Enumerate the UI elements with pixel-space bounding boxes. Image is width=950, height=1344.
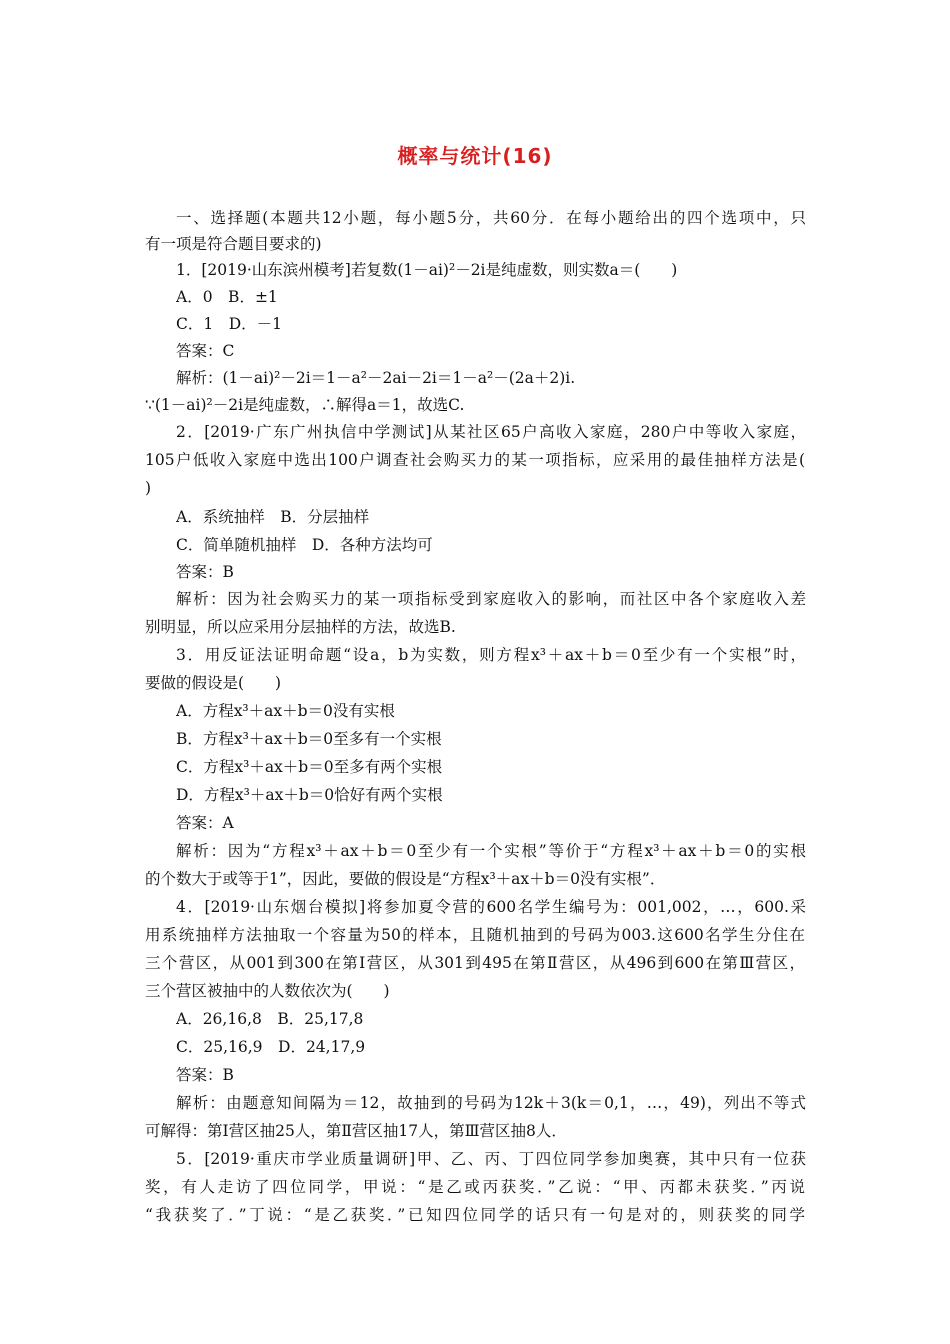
q5-stem-line-3: “我获奖了．”丁说：“是乙获奖．”已知四位同学的话只有一句是对的，则获奖的同学	[145, 1206, 805, 1224]
q1-stem: 1．[2019·山东滨州模考]若复数(1－ai)²－2i是纯虚数，则实数a＝( )	[176, 261, 678, 279]
q3-analysis-line-1: 解析：因为“方程x³＋ax＋b＝0至少有一个实根”等价于“方程x³＋ax＋b＝0的实根	[176, 842, 806, 860]
q2-stem-line-1: 2．[2019·广东广州执信中学测试]从某社区65户高收入家庭，280户中等收入家庭，	[176, 423, 806, 441]
q1-options-ab: A．0 B．±1	[176, 288, 278, 306]
q4-options-cd: C．25,16,9 D．24,17,9	[176, 1038, 366, 1056]
q2-analysis-line-2: 别明显，所以应采用分层抽样的方法，故选B.	[145, 618, 456, 636]
section-intro-line-1: 一、选择题(本题共12小题，每小题5分，共60分．在每小题给出的四个选项中，只	[176, 209, 806, 227]
section-intro-line-2: 有一项是符合题目要求的)	[145, 235, 322, 253]
q5-stem-line-2: 奖，有人走访了四位同学，甲说：“是乙或丙获奖．”乙说：“甲、丙都未获奖．”丙说	[145, 1178, 805, 1196]
q5-stem-line-1: 5．[2019·重庆市学业质量调研]甲、乙、丙、丁四位同学参加奥赛，其中只有一位获	[176, 1150, 806, 1168]
q3-option-b: B．方程x³＋ax＋b＝0至多有一个实根	[176, 730, 442, 748]
q4-analysis-line-2: 可解得：第Ⅰ营区抽25人，第Ⅱ营区抽17人，第Ⅲ营区抽8人．	[145, 1122, 567, 1140]
q2-options-cd: C．简单随机抽样 D．各种方法均可	[176, 536, 433, 554]
q2-stem-line-2: 105户低收入家庭中选出100户调查社会购买力的某一项指标，应采用的最佳抽样方法是(	[145, 451, 805, 469]
q3-answer: 答案：A	[176, 814, 234, 832]
q2-stem-line-3: )	[145, 479, 152, 497]
q4-stem-line-1: 4．[2019·山东烟台模拟]将参加夏令营的600名学生编号为：001,002，…，600.采	[176, 898, 806, 916]
q1-options-cd: C．1 D．－1	[176, 315, 283, 333]
q4-stem-line-2: 用系统抽样方法抽取一个容量为50的样本，且随机抽到的号码为003.这600名学生分住在	[145, 926, 805, 944]
q3-option-a: A．方程x³＋ax＋b＝0没有实根	[176, 702, 395, 720]
q2-options-ab: A．系统抽样 B．分层抽样	[176, 508, 370, 526]
q3-stem-line-1: 3．用反证法证明命题“设a，b为实数，则方程x³＋ax＋b＝0至少有一个实根”时，	[176, 646, 806, 664]
q3-option-c: C．方程x³＋ax＋b＝0至多有两个实根	[176, 758, 443, 776]
q1-answer: 答案：C	[176, 342, 235, 360]
q3-option-d: D．方程x³＋ax＋b＝0恰好有两个实根	[176, 786, 443, 804]
page-title: 概率与统计(16)	[397, 144, 553, 168]
q4-analysis-line-1: 解析：由题意知间隔为＝12，故抽到的号码为12k＋3(k＝0,1，…，49)，列出不等式	[176, 1094, 806, 1112]
q2-analysis-line-1: 解析：因为社会购买力的某一项指标受到家庭收入的影响，而社区中各个家庭收入差	[176, 590, 806, 608]
q1-analysis-line-2: ∵(1－ai)²－2i是纯虚数，∴解得a＝1，故选C.	[145, 396, 465, 414]
q4-stem-line-4: 三个营区被抽中的人数依次为( )	[145, 982, 390, 1000]
q4-answer: 答案：B	[176, 1066, 234, 1084]
q2-answer: 答案：B	[176, 563, 234, 581]
q4-options-ab: A．26,16,8 B．25,17,8	[176, 1010, 364, 1028]
q4-stem-line-3: 三个营区，从001到300在第Ⅰ营区，从301到495在第Ⅱ营区，从496到600在第Ⅲ营区，	[145, 954, 805, 972]
q1-analysis-line-1: 解析：(1－ai)²－2i＝1－a²－2ai－2i＝1－a²－(2a＋2)i.	[176, 369, 576, 387]
q3-analysis-line-2: 的个数大于或等于1”，因此，要做的假设是“方程x³＋ax＋b＝0没有实根”．	[145, 870, 666, 888]
q3-stem-line-2: 要做的假设是( )	[145, 674, 282, 692]
